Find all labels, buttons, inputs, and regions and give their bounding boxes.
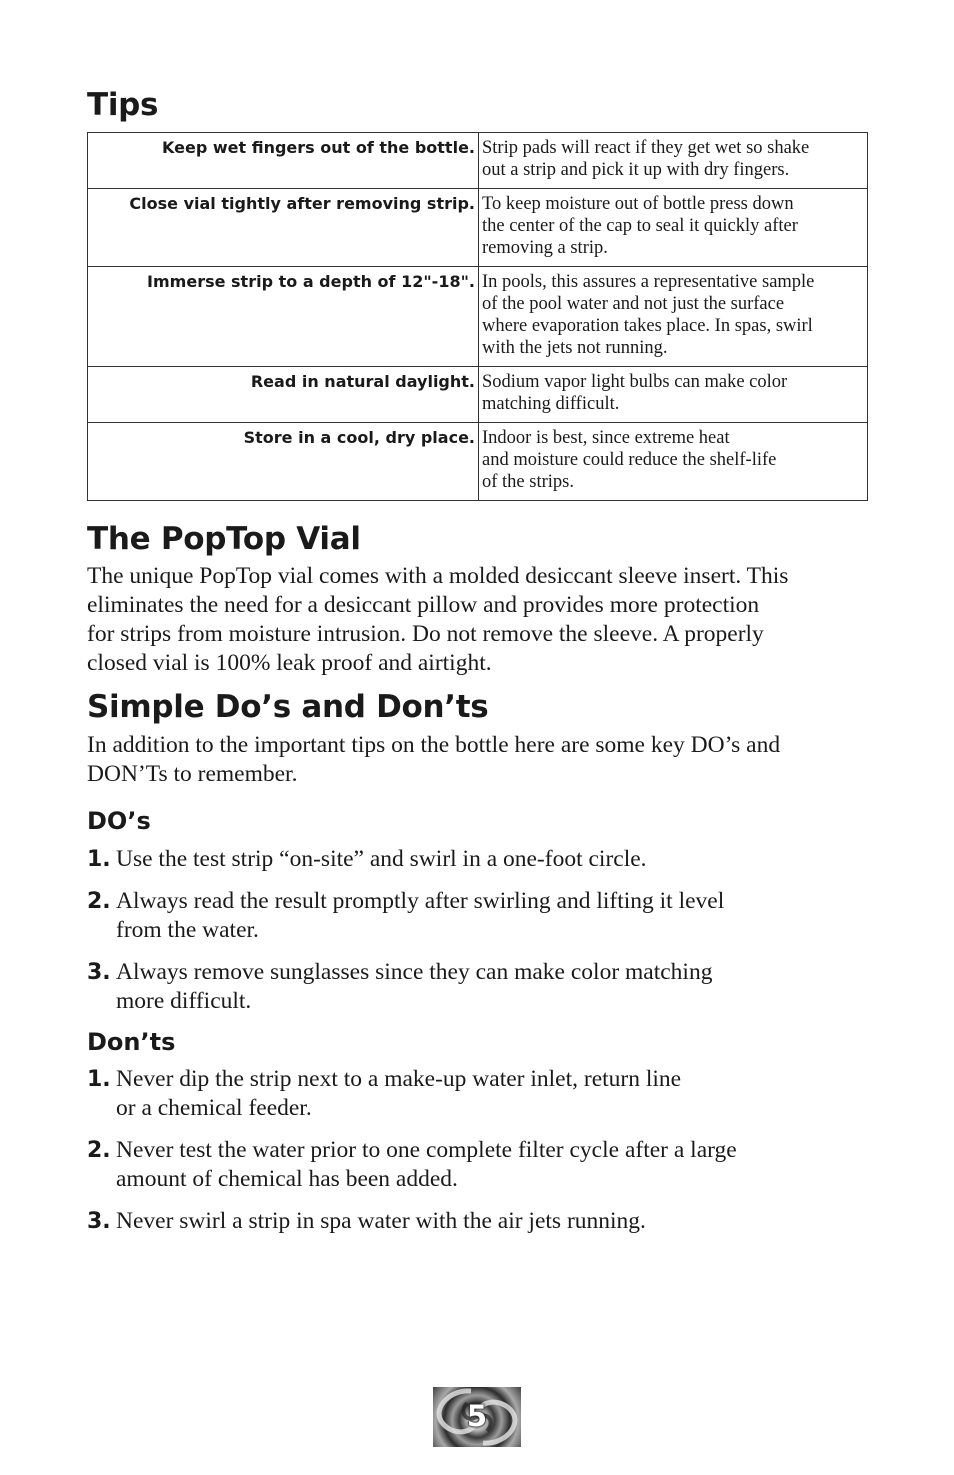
item-number: 3. <box>87 1209 111 1235</box>
text-line: with the jets not running. <box>482 338 668 359</box>
text-line: Use the test strip “on-site” and swirl in a one-foot circle. <box>116 845 647 872</box>
tip-row <box>88 367 868 423</box>
tip-row <box>88 267 868 367</box>
text-line: from the water. <box>116 916 259 943</box>
page-number: 5 <box>466 1399 488 1433</box>
list-item <box>87 1136 868 1194</box>
text-line: and moisture could reduce the shelf-life <box>482 450 777 471</box>
tips-table <box>87 132 868 501</box>
text-line: of the pool water and not just the surface <box>482 294 785 315</box>
tip-description <box>479 133 868 189</box>
simple-dos-donts-heading: Simple Do’s and Don’ts <box>87 689 489 726</box>
text-line: Indoor is best, since extreme heat <box>482 428 730 449</box>
donts-heading: Don’ts <box>87 1027 176 1056</box>
text-line: closed vial is 100% leak proof and airtight. <box>87 650 492 677</box>
tip-key: Store in a cool, dry place. <box>88 423 479 501</box>
text-line: Strip pads will react if they get wet so shake <box>482 138 810 159</box>
text-line: the center of the cap to seal it quickly after <box>482 216 798 237</box>
list-item <box>87 887 868 945</box>
text-line: out a strip and pick it up with dry fingers. <box>482 160 790 181</box>
text-line: Never test the water prior to one complete filter cycle after a large <box>116 1137 737 1164</box>
item-number: 1. <box>87 1067 111 1093</box>
tip-description <box>479 267 868 367</box>
poptop-paragraph <box>87 562 868 678</box>
tip-key: Close vial tightly after removing strip. <box>88 189 479 267</box>
dos-heading: DO’s <box>87 807 151 836</box>
simple-intro-paragraph <box>87 731 868 789</box>
text-line: where evaporation takes place. In spas, swirl <box>482 316 813 337</box>
text-line: removing a strip. <box>482 238 608 259</box>
item-number: 2. <box>87 1138 111 1164</box>
list-item <box>87 845 868 874</box>
item-number: 2. <box>87 888 111 914</box>
list-item <box>87 1207 868 1236</box>
text-line: Sodium vapor light bulbs can make color <box>482 372 788 393</box>
donts-list <box>87 1065 868 1236</box>
text-line: amount of chemical has been added. <box>116 1166 458 1193</box>
text-line: Always remove sunglasses since they can make color matching <box>116 958 713 985</box>
tip-row <box>88 423 868 501</box>
text-line: of the strips. <box>482 472 574 493</box>
tip-row <box>88 133 868 189</box>
page-number-badge <box>433 1387 521 1447</box>
text-line: Never swirl a strip in spa water with the air jets running. <box>116 1208 646 1235</box>
item-number: 3. <box>87 959 111 985</box>
tip-description <box>479 367 868 423</box>
tips-heading: Tips <box>87 87 159 123</box>
tip-description <box>479 423 868 501</box>
text-line: Always read the result promptly after swirling and lifting it level <box>116 887 725 914</box>
item-number: 1. <box>87 846 111 872</box>
poptop-heading: The PopTop Vial <box>87 521 361 558</box>
text-line: matching difficult. <box>482 394 620 415</box>
list-item <box>87 958 868 1016</box>
tip-row <box>88 189 868 267</box>
tip-key: Immerse strip to a depth of 12"-18". <box>88 267 479 367</box>
text-line: or a chemical feeder. <box>116 1095 312 1122</box>
tip-key: Read in natural daylight. <box>88 367 479 423</box>
tip-key: Keep wet fingers out of the bottle. <box>88 133 479 189</box>
document-page <box>87 88 868 1249</box>
text-line: eliminates the need for a desiccant pillow and provides more protection <box>87 592 760 619</box>
text-line: Never dip the strip next to a make-up water inlet, return line <box>116 1066 682 1093</box>
text-line: In addition to the important tips on the bottle here are some key DO’s and <box>87 732 781 759</box>
tip-description <box>479 189 868 267</box>
text-line: for strips from moisture intrusion. Do not remove the sleeve. A properly <box>87 621 764 648</box>
text-line: more difficult. <box>116 987 252 1014</box>
dos-list <box>87 845 868 1016</box>
text-line: The unique PopTop vial comes with a molded desiccant sleeve insert. This <box>87 563 789 590</box>
text-line: DON’Ts to remember. <box>87 761 298 788</box>
list-item <box>87 1065 868 1123</box>
text-line: In pools, this assures a representative sample <box>482 272 815 293</box>
text-line: To keep moisture out of bottle press down <box>482 194 794 215</box>
